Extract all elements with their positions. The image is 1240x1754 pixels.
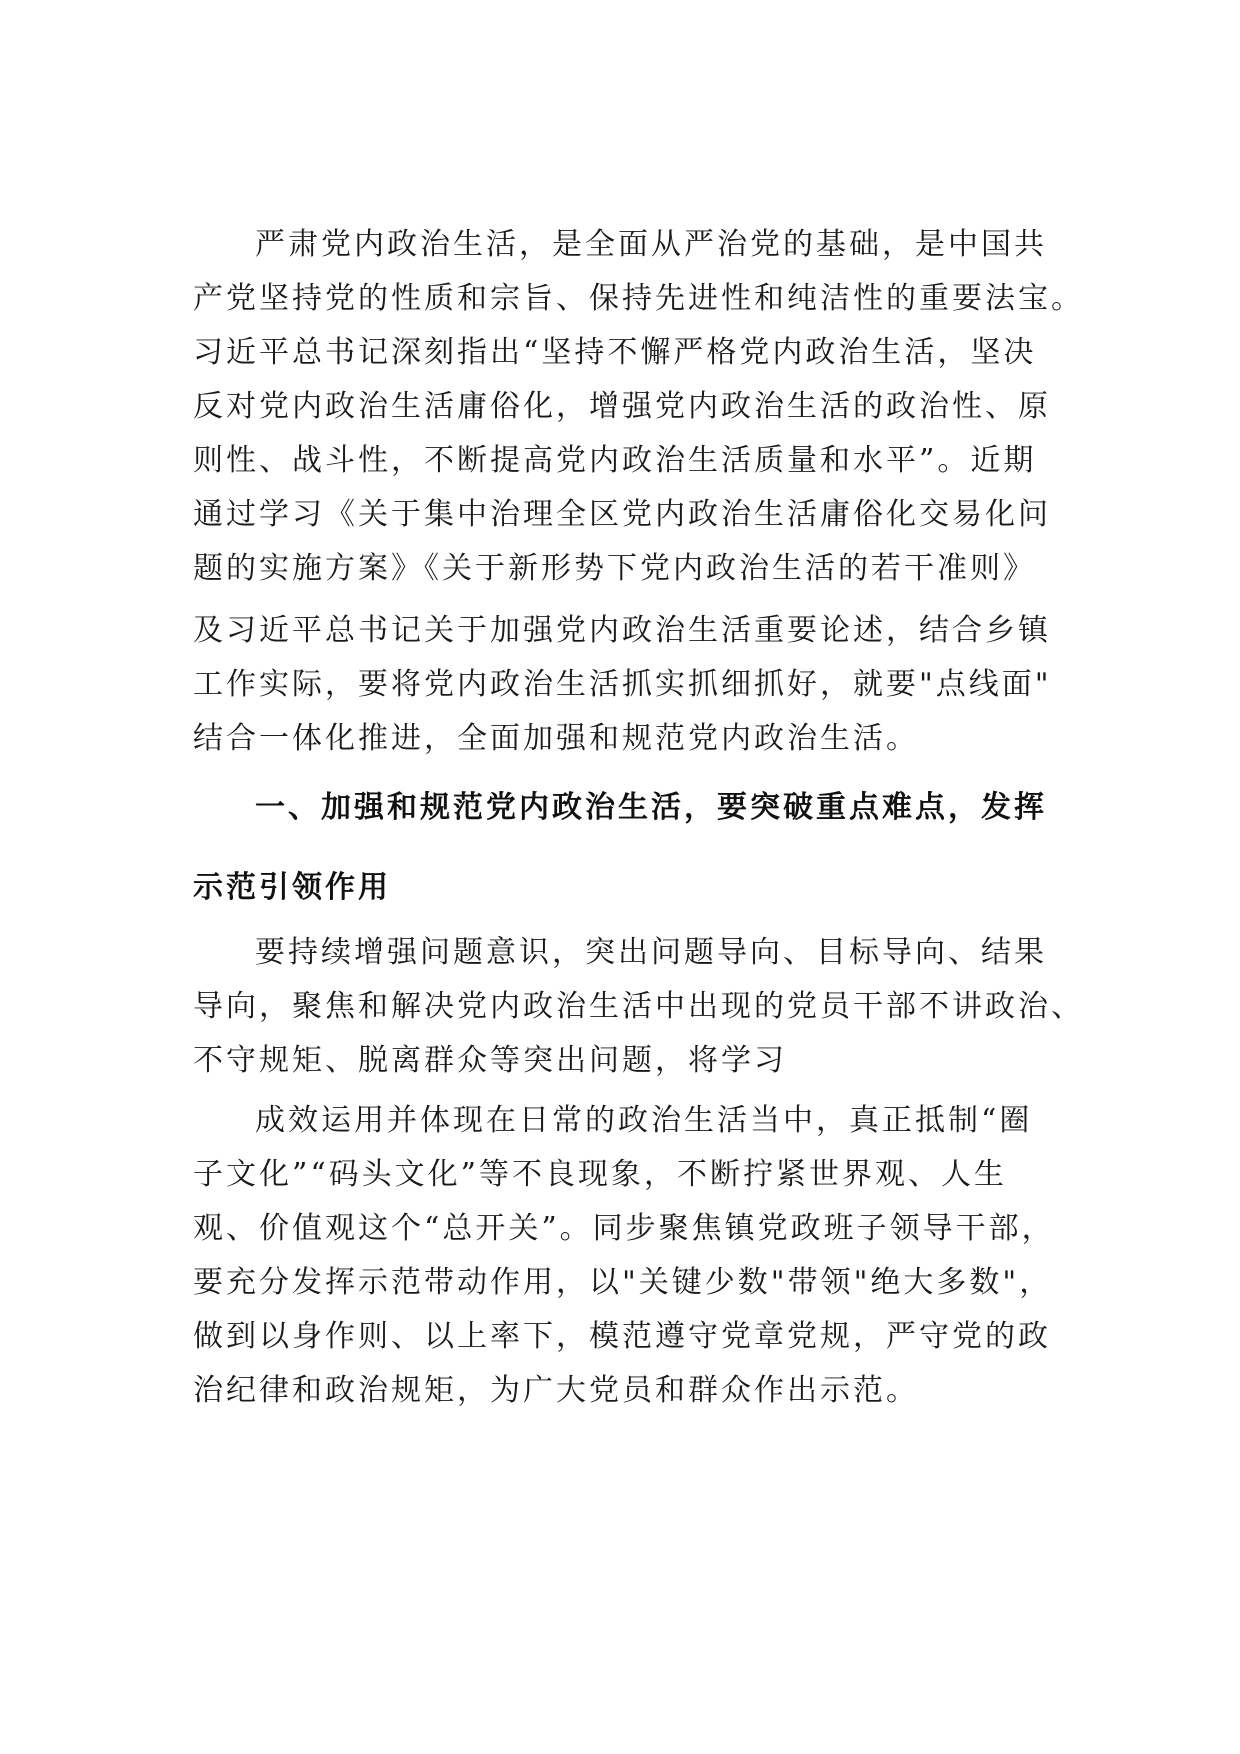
text-line: 习近平总书记深刻指出“坚持不懈严格党内政治生活，坚决 <box>193 335 1037 370</box>
text-line: 及习近平总书记关于加强党内政治生活重要论述，结合乡镇 <box>193 613 1051 648</box>
text-line: 题的实施方案》《关于新形势下党内政治生活的若干准则》 <box>193 551 1036 586</box>
text-line: 工作实际，要将党内政治生活抓实抓细抓好，就要"点线面" <box>193 667 1052 702</box>
document-body <box>193 218 1084 1418</box>
text-line: 通过学习《关于集中治理全区党内政治生活庸俗化交易化问 <box>193 497 1051 532</box>
text-line: 观、价值观这个“总开关”。同步聚焦镇党政班子领导干部， <box>193 1211 1055 1246</box>
paragraph-results-application <box>193 1094 1053 1418</box>
text-line: 要持续增强问题意识，突出问题导向、目标导向、结果 <box>255 935 1047 970</box>
text-line: 反对党内政治生活庸俗化，增强党内政治生活的政治性、原 <box>193 389 1051 424</box>
text-line: 成效运用并体现在日常的政治生活当中，真正抵制“圈 <box>255 1103 1033 1138</box>
text-line: 不守规矩、脱离群众等突出问题，将学习 <box>193 1043 787 1078</box>
text-line: 要充分发挥示范带动作用，以"关键少数"带领"绝大多数"， <box>193 1265 1053 1300</box>
heading-line: 示范引领作用 <box>193 870 391 905</box>
text-line: 导向，聚焦和解决党内政治生活中出现的党员干部不讲政治、 <box>193 989 1084 1024</box>
text-line: 结合一体化推进，全面加强和规范党内政治生活。 <box>193 721 919 756</box>
paragraph-intro <box>193 218 1084 766</box>
text-line: 则性、战斗性，不断提高党内政治生活质量和水平”。近期 <box>193 443 1037 478</box>
text-line: 做到以身作则、以上率下，模范遵守党章党规，严守党的政 <box>193 1319 1051 1354</box>
paragraph-problem-awareness <box>193 926 1084 1088</box>
text-line: 产党坚持党的性质和宗旨、保持先进性和纯洁性的重要法宝。 <box>193 281 1084 316</box>
section-heading-1 <box>193 766 1053 926</box>
text-line: 治纪律和政治规矩，为广大党员和群众作出示范。 <box>193 1373 919 1408</box>
text-line: 子文化”“码头文化”等不良现象，不断拧紧世界观、人生 <box>193 1157 1008 1192</box>
heading-line: 一、加强和规范党内政治生活，要突破重点难点，发挥 <box>255 790 1047 825</box>
text-line: 严肃党内政治生活，是全面从严治党的基础，是中国共 <box>255 227 1047 262</box>
